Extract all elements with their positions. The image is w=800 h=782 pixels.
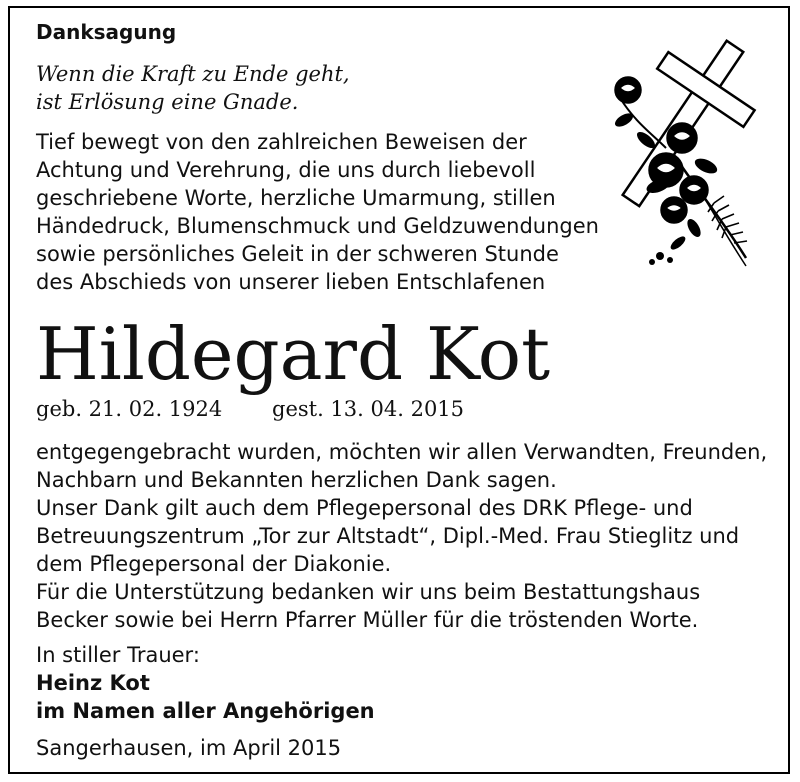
birth-date: geb. 21. 02. 1924: [36, 397, 223, 421]
intro-line-1: Tief bewegt von den zahlreichen Beweisen der: [36, 130, 527, 154]
thanks-line-3: Unser Dank gilt auch dem Pflegepersonal des DRK Pflege- und: [36, 496, 693, 520]
mourning-label: In stiller Trauer:: [36, 643, 200, 667]
intro-line-4: Händedruck, Blumenschmuck und Geldzuwendungen: [36, 214, 599, 238]
thanks-line-1: entgegengebracht wurden, möchten wir allen Verwandten, Freunden,: [36, 440, 768, 464]
thanks-line-7: Becker sowie bei Herrn Pfarrer Müller für die tröstenden Worte.: [36, 608, 699, 632]
notice-heading: Danksagung: [36, 20, 177, 44]
intro-line-5: sowie persönliches Geleit in der schweren Stunde: [36, 242, 559, 266]
thanks-line-5: dem Pflegepersonal der Diakonie.: [36, 552, 392, 576]
intro-line-3: geschriebene Worte, herzliche Umarmung, stillen: [36, 186, 556, 210]
cross-with-roses-icon: [596, 28, 766, 273]
thanks-line-2: Nachbarn und Bekannten herzlichen Dank sagen.: [36, 468, 557, 492]
signatory-name: Heinz Kot: [36, 671, 150, 695]
intro-line-6: des Abschieds von unserer lieben Entschlafenen: [36, 270, 546, 294]
intro-line-2: Achtung und Verehrung, die uns durch liebevoll: [36, 158, 536, 182]
signatory-group: im Namen aller Angehörigen: [36, 699, 375, 723]
death-date: gest. 13. 04. 2015: [272, 397, 465, 421]
deceased-name: Hildegard Kot: [36, 312, 551, 396]
thanks-line-4: Betreuungszentrum „Tor zur Altstadt“, Dipl.-Med. Frau Stieglitz und: [36, 524, 740, 548]
thanks-line-6: Für die Unterstützung bedanken wir uns beim Bestattungshaus: [36, 580, 701, 604]
motto-line-2: ist Erlösung eine Gnade.: [36, 90, 299, 114]
place-date: Sangerhausen, im April 2015: [36, 736, 342, 760]
motto-line-1: Wenn die Kraft zu Ende geht,: [36, 62, 350, 86]
